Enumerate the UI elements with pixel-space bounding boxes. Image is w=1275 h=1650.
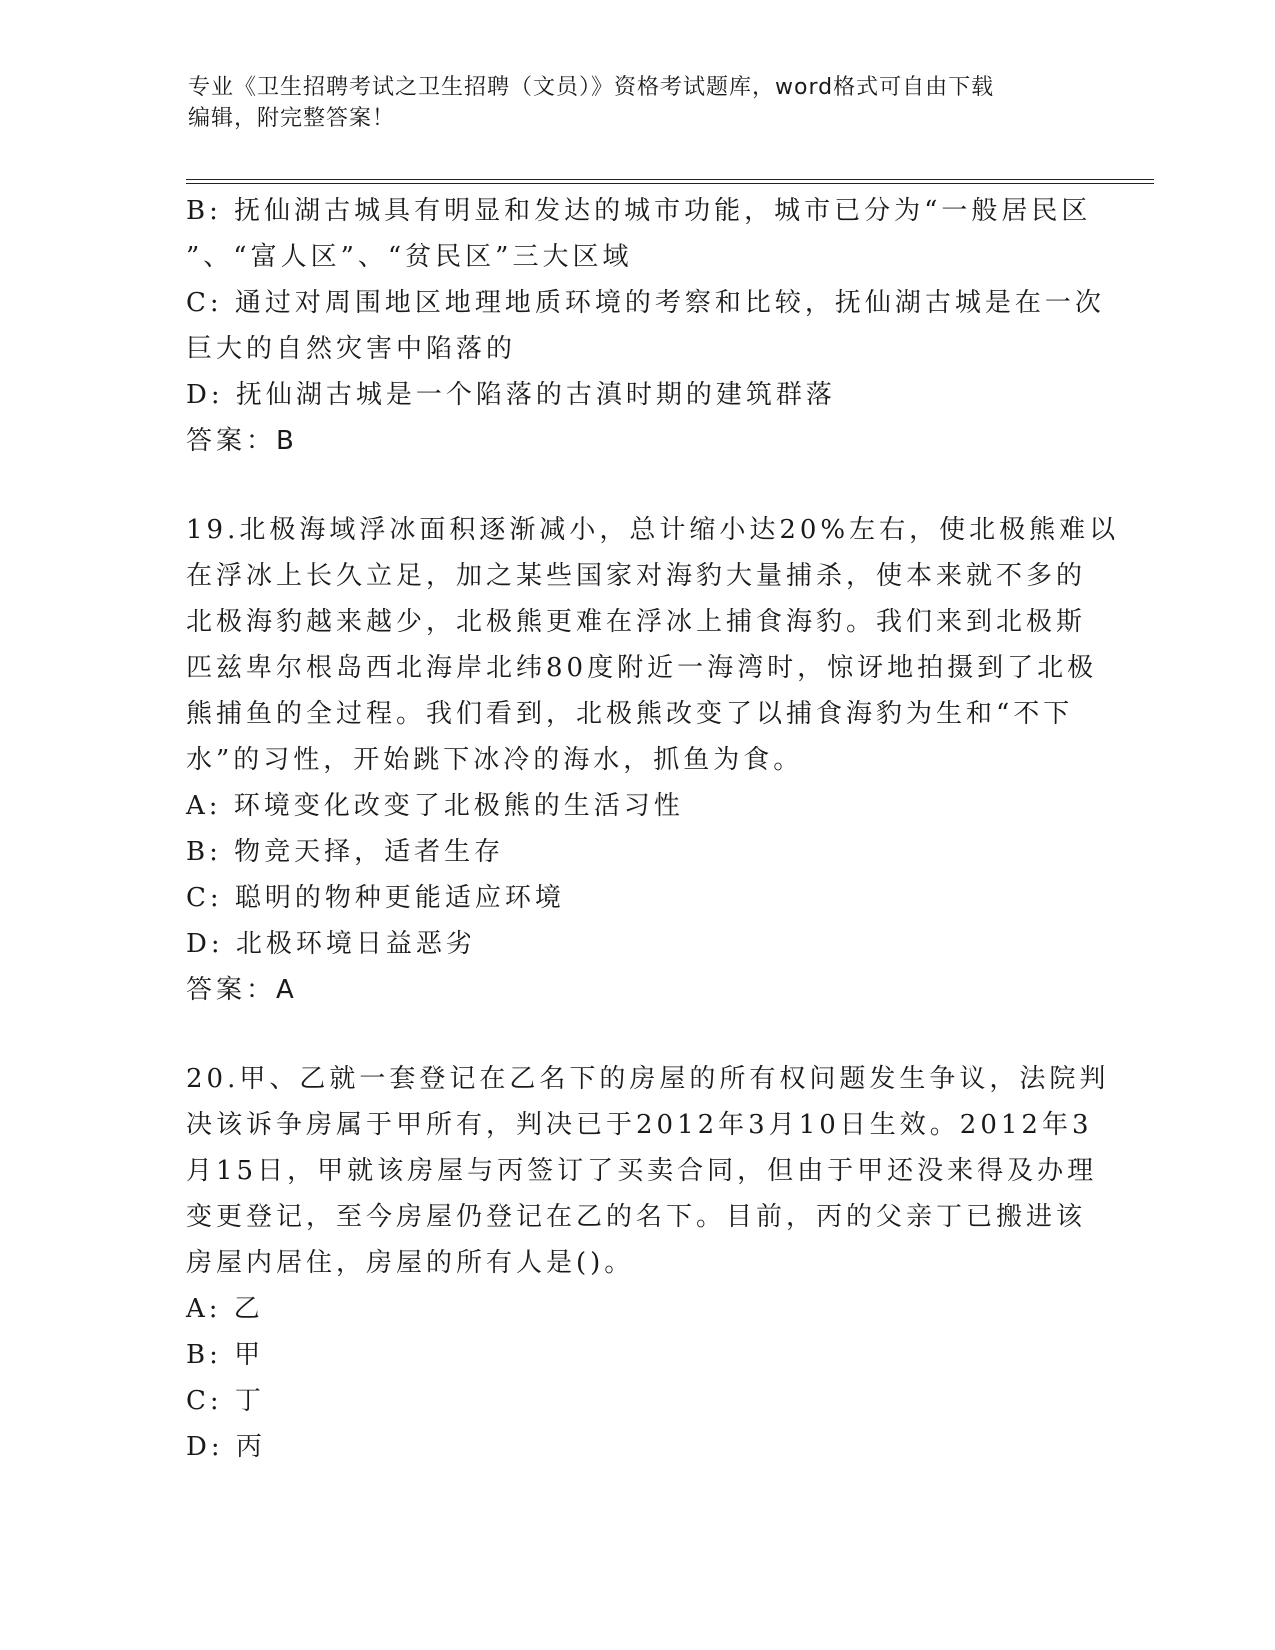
option-d: D: 北极环境日益恶劣 bbox=[186, 929, 476, 959]
option-d: D: 丙 bbox=[186, 1432, 266, 1462]
question-stem-line: 20.甲、乙就一套登记在乙名下的房屋的所有权问题发生争议，法院判 bbox=[186, 1064, 1110, 1094]
option-c-line-2: 巨大的自然灾害中陷落的 bbox=[186, 334, 517, 364]
question-stem-line: 水”的习性，开始跳下冰冷的海水，抓鱼为食。 bbox=[186, 745, 804, 775]
answer-19: 答案：A bbox=[186, 975, 298, 1005]
question-stem-line: 决该诉争房属于甲所有，判决已于2012年3月10日生效。2012年3 bbox=[186, 1110, 1093, 1140]
question-stem-line: 在浮冰上长久立足，加之某些国家对海豹大量捕杀，使本来就不多的 bbox=[186, 561, 1087, 591]
document-header bbox=[188, 72, 1068, 134]
question-stem-line: 变更登记，至今房屋仍登记在乙的名下。目前，丙的父亲丁已搬进该 bbox=[186, 1202, 1087, 1232]
question-stem-line: 19.北极海域浮冰面积逐渐减小，总计缩小达20%左右，使北极熊难以 bbox=[186, 515, 1120, 545]
option-b-line-2: ”、“富人区”、“贫民区”三大区域 bbox=[186, 242, 633, 272]
header-rule-bottom bbox=[186, 183, 1154, 184]
answer-18: 答案：B bbox=[186, 426, 298, 456]
option-d: D: 抚仙湖古城是一个陷落的古滇时期的建筑群落 bbox=[186, 380, 836, 410]
question-19 bbox=[186, 507, 1120, 1013]
header-line-2: 编辑，附完整答案！ bbox=[188, 106, 396, 131]
option-b: B: 甲 bbox=[186, 1340, 265, 1370]
question-18-options bbox=[186, 188, 1105, 464]
option-a: A: 乙 bbox=[186, 1294, 264, 1324]
question-stem-line: 匹兹卑尔根岛西北海岸北纬80度附近一海湾时，惊讶地拍摄到了北极 bbox=[186, 653, 1098, 683]
option-c-line-1: C: 通过对周围地区地理地质环境的考察和比较，抚仙湖古城是在一次 bbox=[186, 288, 1105, 318]
header-rule-top bbox=[186, 179, 1154, 180]
question-stem-line: 熊捕鱼的全过程。我们看到，北极熊改变了以捕食海豹为生和“不下 bbox=[186, 699, 1074, 729]
option-b-line-1: B: 抚仙湖古城具有明显和发达的城市功能，城市已分为“一般居民区 bbox=[186, 196, 1092, 226]
option-c: C: 聪明的物种更能适应环境 bbox=[186, 883, 565, 913]
option-b: B: 物竞天择，适者生存 bbox=[186, 837, 505, 867]
option-a: A: 环境变化改变了北极熊的生活习性 bbox=[186, 791, 684, 821]
question-20 bbox=[186, 1056, 1110, 1470]
question-stem-line: 月15日，甲就该房屋与丙签订了买卖合同，但由于甲还没来得及办理 bbox=[186, 1156, 1098, 1186]
header-line-1: 专业《卫生招聘考试之卫生招聘（文员）》资格考试题库，word格式可自由下载 bbox=[188, 75, 995, 100]
option-c: C: 丁 bbox=[186, 1386, 265, 1416]
question-stem-line: 房屋内居住，房屋的所有人是()。 bbox=[186, 1248, 635, 1278]
question-stem-line: 北极海豹越来越少，北极熊更难在浮冰上捕食海豹。我们来到北极斯 bbox=[186, 607, 1087, 637]
exam-content bbox=[186, 188, 1120, 1470]
